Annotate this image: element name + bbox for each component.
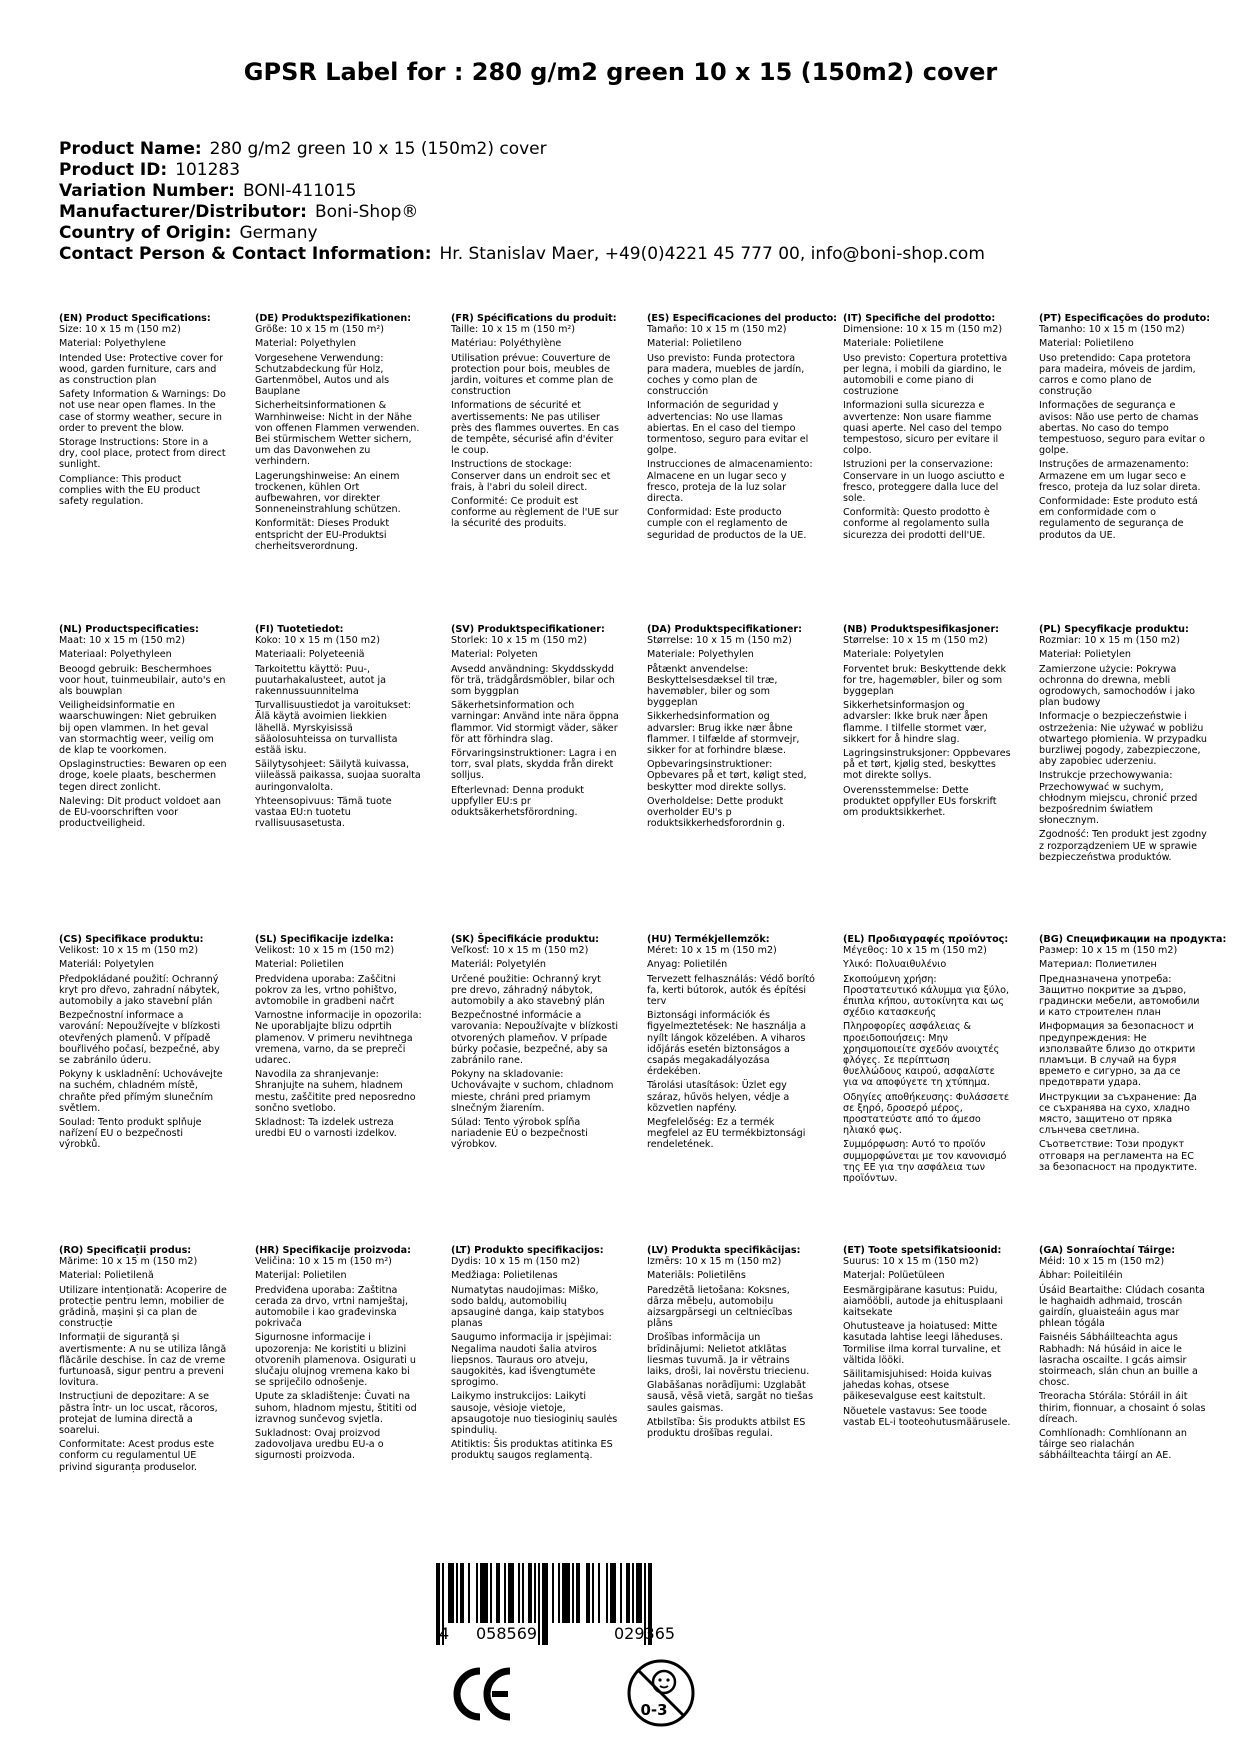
barcode-digit-first: 4: [439, 1624, 450, 1643]
spec-heading: (LT) Produkto specifikacijos:: [451, 1245, 604, 1256]
spec-block: [1039, 624, 1207, 866]
spec-item: Avsedd användning: Skyddsskydd för trä, trädgårdsmöbler, bilar och som byggplan: [451, 663, 615, 698]
barcode-bar: [636, 1563, 642, 1623]
spec-block: [451, 313, 619, 533]
spec-item: Saugumo informacija ir įspėjimai: Negalima naudoti šalia atviros liepsnos. Tauraus oro atveju, saugokitės, kad išvengtumėte sprogimo.: [451, 1332, 612, 1389]
spec-item: Velikost: 10 x 15 m (150 m2): [59, 945, 199, 957]
spec-item: Materiale: Polietilene: [843, 338, 944, 350]
spec-item: Veiligheidsinformatie en waarschuwingen: Niet gebruiken bij open vlammen. In het geval van stormachtig weer, veilig om de klap te voorkomen.: [59, 700, 217, 757]
barcode-bar: [522, 1563, 524, 1623]
spec-item: Υλικό: Πολυαιθυλένιο: [843, 959, 947, 971]
spec-block: [843, 934, 1011, 1187]
spec-item: Méret: 10 x 15 m (150 m2): [647, 945, 777, 957]
spec-item: Faisnéis Sábháilteachta agus Rabhadh: Ná húsáid in aice le lasracha oscailte. I gcás aimsir stoirmeach, slán chun an buille a chosc.: [1039, 1332, 1198, 1389]
spec-item: Megfelelőség: Ez a termék megfelel az EU termékbiztonsági rendeletének.: [647, 1117, 806, 1151]
spec-item: Yhteensopivuus: Tämä tuote vastaa EU:n tuotetu rvallisuusasetusta.: [255, 795, 392, 830]
spec-item: Pokyny k uskladnění: Uchovávejte na suchém, chladném místě, chraňte před přímým slunečním světlem.: [59, 1069, 223, 1114]
spec-item: Overholdelse: Dette produkt overholder EU's p roduktsikkerhedsforordnin g.: [647, 795, 786, 830]
spec-item: Soulad: Tento produkt splňuje nařízení EU o bezpečnosti výrobků.: [59, 1117, 202, 1151]
barcode-bar: [576, 1563, 580, 1623]
spec-item: Informations de sécurité et avertissements: Ne pas utiliser près des flammes ouvertes. En cas de tempête, sécurisé afin d'éviter le coup.: [451, 400, 619, 457]
spec-item: Vorgesehene Verwendung: Schutzabdeckung für Holz, Gartenmöbel, Autos und als Bauplane: [255, 352, 390, 398]
spec-item: Laikymo instrukcijos: Laikyti sausoje, vėsioje vietoje, apsaugotoje nuo tiesioginių saulės spindulių.: [451, 1391, 618, 1437]
spec-item: Materjal: Polüetüleen: [843, 1270, 945, 1282]
spec-item: Οδηγίες αποθήκευσης: Φυλάσσετε σε ξηρό, δροσερό μέρος, προστατεύστε από το άμεσο ηλιακό φως.: [843, 1091, 1010, 1137]
spec-block: [843, 1245, 1011, 1431]
spec-item: Tervezett felhasználás: Védő borító fa, kerti bútorok, autók és építési terv: [647, 973, 815, 1008]
spec-heading: (SV) Produktspecifikationer:: [451, 624, 605, 635]
barcode-digits-right: 029365: [614, 1624, 676, 1643]
spec-item: Conformidade: Este produto está em conformidade com o regulamento de segurança de produtos da UE.: [1039, 496, 1198, 541]
spec-item: Påtænkt anvendelse: Beskyttelsesdæksel til træ, havemøbler, biler og som byggeplan: [647, 663, 778, 709]
spec-heading: (SL) Specifikacije izdelka:: [255, 934, 394, 945]
barcode-bar: [476, 1563, 478, 1623]
spec-heading: (EL) Προδιαγραφές προϊόντος:: [843, 934, 1009, 945]
spec-item: Intended Use: Protective cover for wood, garden furniture, cars and as construction plan: [59, 352, 224, 387]
spec-block: [451, 624, 619, 821]
spec-item: Materiale: Polyethylen: [647, 649, 754, 661]
spec-item: Instrucțiuni de depozitare: A se păstra într- un loc uscat, răcoros, protejat de lumina directă a soarelui.: [59, 1391, 218, 1437]
spec-item: Skladnost: Ta izdelek ustreza uredbi EU o varnosti izdelkov.: [255, 1117, 397, 1140]
spec-item: Bezpečnostní informace a varování: Nepoužívejte v blízkosti otevřených plamenů. V případě bouřlivého počasí, bezpečné, aby se zabránilo úderu.: [59, 1010, 221, 1067]
spec-item: Utilisation prévue: Couverture de protection pour bois, meubles de jardin, voitures et comme plan de construction: [451, 352, 614, 398]
spec-item: Atitiktis: Šis produktas atitinka ES produktų saugos reglamentą.: [451, 1439, 613, 1462]
spec-item: Sikkerhedsinformation og advarsler: Brug ikke nær åbne flammer. I tilfælde af stormvejr, sikker for at forhindre blæse.: [647, 711, 800, 757]
barcode-bar: [632, 1563, 634, 1623]
spec-item: Materiaali: Polyeteeniä: [255, 649, 365, 661]
spec-heading: (NL) Productspecificaties:: [59, 624, 199, 635]
barcode-bar: [542, 1563, 548, 1645]
spec-block: [451, 1245, 619, 1465]
spec-item: Nõuetele vastavus: See toode vastab EL-i tooteohutusmäärusele.: [843, 1405, 1011, 1428]
spec-item: Opslaginstructies: Bewaren op een droge, koele plaats, beschermen tegen direct zonlicht.: [59, 759, 227, 793]
spec-item: Súlad: Tento výrobok spĺňa nariadenie EÚ o bezpečnosti výrobkov.: [451, 1117, 588, 1151]
spec-item: Numatytas naudojimas: Miško, sodo baldų, automobilių apsauginė danga, kaip statybos planas: [451, 1284, 604, 1330]
spec-item: Größe: 10 x 15 m (150 m²): [255, 324, 384, 336]
spec-block: [59, 313, 227, 510]
spec-item: Информация за безопасност и предупреждения: Не използвайте близо до открити пламъци. В случай на буря времето е сигурно, за да се предотврати удара.: [1039, 1021, 1196, 1089]
spec-item: Tárolási utasítások: Üzlet egy száraz, hűvös helyen, védje a közvetlen napfény.: [647, 1080, 790, 1114]
spec-item: Συμμόρφωση: Αυτό το προϊόν συμμορφώνεται με τον κανονισμό της ΕΕ για την ασφάλεια των προϊόντων.: [843, 1139, 1007, 1185]
spec-heading: (PL) Specyfikacje produktu:: [1039, 624, 1189, 635]
spec-item: Sikkerhetsinformasjon og advarsler: Ikke bruk nær åpen flamme. I tilfelle stormet vær, sikkert for å hindre slag.: [843, 700, 988, 745]
spec-item: Μέγεθος: 10 x 15 m (150 m2): [843, 945, 987, 957]
spec-item: Informații de siguranță și avertismente: A nu se utiliza lângă flăcările deschise. În caz de vreme furtunoasă, sigur pentru a preveni lovitura.: [59, 1332, 227, 1389]
barcode-bar: [626, 1563, 630, 1623]
spec-item: Treoracha Stórála: Stóráil in áit thirim, fionnuar, a chosaint ó solas díreach.: [1039, 1391, 1206, 1425]
barcode-bar: [448, 1563, 454, 1623]
barcode-bar: [490, 1563, 492, 1623]
spec-item: Conformitate: Acest produs este conform cu regulamentul UE privind siguranța produselor.: [59, 1439, 215, 1473]
spec-item: Dydis: 10 x 15 m (150 m2): [451, 1256, 581, 1268]
spec-item: Turvallisuustiedot ja varoitukset: Älä käytä avoimien liekkien lähellä. Myrskyisissä sääolosuhteissa on turvallista estää isku.: [255, 700, 411, 757]
spec-item: Información de seguridad y advertencias: No use llamas abiertas. En el caso del tiempo tormentoso, seguro para evitar el golpe.: [647, 400, 809, 457]
spec-item: Material: Polietileno: [647, 338, 742, 350]
spec-item: Sukladnost: Ovaj proizvod zadovoljava uredbu EU-a o sigurnosti proizvoda.: [255, 1428, 384, 1462]
spec-item: Eesmärgipärane kasutus: Puidu, aiamööbli, autode ja ehitusplaani kaitsekate: [843, 1284, 1004, 1319]
spec-item: Förvaringsinstruktioner: Lagra i en torr, sval plats, skydda från direkt solljus.: [451, 748, 617, 782]
page-title: GPSR Label for : 280 g/m2 green 10 x 15 (150m2) cover: [243, 58, 998, 86]
spec-block: [647, 1245, 815, 1442]
spec-heading: (BG) Спецификации на продукта:: [1039, 934, 1227, 945]
spec-item: Material: Polietilenă: [59, 1270, 154, 1282]
spec-item: Lagerungshinweise: An einem trockenen, kühlen Ort aufbewahren, vor direkter Sonneneinstrahlung schützen.: [255, 470, 401, 516]
spec-heading: (LV) Produkta specifikācijas:: [647, 1245, 801, 1256]
not-for-children-0-3-icon: [626, 1658, 696, 1732]
spec-block: [647, 313, 838, 544]
spec-item: Size: 10 x 15 m (150 m2): [59, 324, 181, 336]
spec-block: [59, 934, 227, 1154]
spec-item: Storlek: 10 x 15 m (150 m2): [451, 635, 588, 647]
info-country-of-origin: Country of Origin: Germany: [59, 223, 318, 243]
spec-block: [1039, 934, 1227, 1176]
spec-item: Størrelse: 10 x 15 m (150 m2): [843, 635, 988, 647]
info-product-id: Product ID: 101283: [59, 160, 241, 180]
spec-item: Overensstemmelse: Dette produktet oppfyller EUs forskrift om produktsikkerhet.: [843, 784, 997, 819]
spec-item: Materiaal: Polyethyleen: [59, 649, 172, 661]
info-manufacturer: Manufacturer/Distributor: Boni-Shop®: [59, 202, 419, 222]
spec-block: [255, 934, 423, 1142]
spec-item: Conformità: Questo prodotto è conforme al regolamento sulla sicurezza dei prodotti dell'UE.: [843, 507, 990, 541]
spec-item: Storage Instructions: Store in a dry, cool place, protect from direct sunlight.: [59, 437, 226, 471]
spec-item: Taille: 10 x 15 m (150 m²): [451, 324, 576, 336]
spec-item: Materiál: Polyetylén: [451, 959, 546, 971]
barcode-bar: [538, 1563, 540, 1645]
barcode-bar: [508, 1563, 514, 1623]
barcode-bar: [480, 1563, 488, 1623]
spec-item: Conformité: Ce produit est conforme au règlement de l'UE sur la sécurité des produits.: [451, 496, 619, 530]
spec-item: Tamanho: 10 x 15 m (150 m2): [1039, 324, 1185, 336]
spec-heading: (RO) Specificații produs:: [59, 1245, 192, 1256]
spec-block: [59, 624, 227, 832]
spec-heading: (HR) Specifikacije proizvoda:: [255, 1245, 411, 1256]
barcode-bar: [518, 1563, 520, 1623]
spec-item: Anyag: Polietilén: [647, 959, 728, 971]
spec-heading: (DA) Produktspecifikationer:: [647, 624, 802, 635]
spec-block: [1039, 1245, 1207, 1465]
spec-item: Материал: Полиетилен: [1039, 959, 1157, 971]
spec-block: [255, 313, 423, 555]
spec-item: Uso previsto: Funda protectora para madera, muebles de jardín, coches y como plan de construcción: [647, 352, 805, 398]
spec-item: Mărime: 10 x 15 m (150 m2): [59, 1256, 198, 1268]
spec-item: Предназначена употреба: Защитно покритие за дърво, градински мебели, автомобили и като строителен план: [1039, 973, 1200, 1019]
barcode-bar: [598, 1563, 600, 1623]
spec-item: Material: Polyeten: [451, 649, 538, 661]
spec-heading: (FI) Tuotetiedot:: [255, 624, 344, 635]
spec-item: Informações de segurança e avisos: Não use perto de chamas abertas. No caso do tempo tempestuoso, seguro para evitar o golpe.: [1039, 400, 1205, 457]
spec-item: Zamierzone użycie: Pokrywa ochronna do drewna, mebli ogrodowych, samochodów i jako plan budowy: [1039, 663, 1196, 709]
spec-item: Konformität: Dieses Produkt entspricht der EU-Produktsi cherheitsverordnung.: [255, 518, 390, 552]
barcode-bar: [610, 1563, 616, 1623]
spec-heading: (PT) Especificações do produto:: [1039, 313, 1211, 324]
spec-item: Naleving: Dit product voldoet aan de EU-voorschriften voor productveiligheid.: [59, 795, 221, 830]
barcode-bar: [504, 1563, 506, 1623]
spec-item: Materiale: Polyetylen: [843, 649, 944, 661]
spec-item: Biztonsági információk és figyelmeztetések: Ne használja a nyílt lángok közelében. A viharos időjárás esetén biztonságos a csapás megakadályozása érdekében.: [647, 1010, 806, 1078]
svg-text:0-3: 0-3: [640, 1701, 668, 1719]
spec-item: Bezpečnostné informácie a varovania: Nepoužívajte v blízkosti otvorených plameňov. V prípade búrky počasie, bezpečné, aby sa zabránilo rane.: [451, 1010, 619, 1067]
spec-item: Predvidena uporaba: Zaščitni pokrov za les, vrtno pohištvo, avtomobile in gradbeni načrt: [255, 973, 397, 1008]
spec-item: Navodila za shranjevanje: Shranjujte na suhem, hladnem mestu, zaščitite pred neposredno sončno svetlobo.: [255, 1069, 416, 1114]
spec-item: Glabāšanas norādījumi: Uzglabāt sausā, vēsā vietā, sargāt no tiešas saules gaismas.: [647, 1380, 814, 1414]
spec-item: Koko: 10 x 15 m (150 m2): [255, 635, 380, 647]
spec-item: Compliance: This product complies with the EU product safety regulation.: [59, 473, 201, 508]
info-product-name: Product Name: 280 g/m2 green 10 x 15 (150m2) cover: [59, 139, 547, 159]
barcode-bar: [558, 1563, 560, 1623]
spec-item: Material: Polietileno: [1039, 338, 1134, 350]
spec-block: [59, 1245, 227, 1476]
spec-item: Comhlíonadh: Comhlíonann an táirge seo rialachán sábháilteachta táirgí an AE.: [1039, 1428, 1187, 1462]
spec-item: Materiał: Polietylen: [1039, 649, 1131, 661]
spec-heading: (ES) Especificaciones del producto:: [647, 313, 838, 324]
barcode-bar: [620, 1563, 622, 1623]
spec-block: [843, 313, 1011, 544]
spec-heading: (GA) Sonraíochtaí Táirge:: [1039, 1245, 1176, 1256]
info-variation-number: Variation Number: BONI-411015: [59, 181, 357, 201]
spec-item: Utilizare intenționată: Acoperire de protecție pentru lemn, mobilier de grădină, mașini și ca plan de construcție: [59, 1284, 227, 1330]
spec-item: Safety Information & Warnings: Do not use near open flames. In the case of stormy weather, secure in order to prevent the blow.: [59, 389, 226, 434]
spec-item: Rozmiar: 10 x 15 m (150 m2): [1039, 635, 1181, 647]
spec-item: Drošības informācija un brīdinājumi: Nelietot atklātas liesmas tuvumā. Ja ir vētrains laiks, droši, lai novērstu triecienu.: [647, 1332, 810, 1378]
barcode-bar: [562, 1563, 570, 1623]
spec-item: Tarkoitettu käyttö: Puu-, puutarhakalusteet, autot ja rakennussuunnitelma: [255, 663, 387, 698]
spec-item: Upute za skladištenje: Čuvati na suhom, hladnom mjestu, štititi od izravnog sunčevog svjetla.: [255, 1391, 417, 1425]
spec-item: Pokyny na skladovanie: Uchovávajte v suchom, chladnom mieste, chráni pred priamym slnečným žiarením.: [451, 1069, 614, 1114]
spec-heading: (ET) Toote spetsifikatsioonid:: [843, 1245, 1002, 1256]
spec-item: Material: Polietilen: [255, 959, 344, 971]
spec-item: Säkerhetsinformation och varningar: Använd inte nära öppna flammor. Vid stormigt väder, säker för att förhindra slag.: [451, 700, 619, 745]
spec-item: Materiāls: Polietilēns: [647, 1270, 746, 1282]
spec-item: Atbilstība: Šis produkts atbilst ES produktu drošības regulai.: [647, 1416, 806, 1440]
spec-block: [647, 934, 815, 1154]
spec-item: Instrucciones de almacenamiento: Almacene en un lugar seco y fresco, proteja de la luz solar directa.: [647, 459, 813, 505]
spec-item: Suurus: 10 x 15 m (150 m2): [843, 1256, 979, 1268]
barcode-bar: [496, 1563, 500, 1623]
spec-item: Matériau: Polyéthylène: [451, 338, 562, 350]
barcode-bar: [572, 1563, 574, 1623]
spec-item: Opbevaringsinstruktioner: Opbevares på et tørt, køligt sted, beskytter mod direkte sollys.: [647, 759, 807, 793]
spec-item: Размер: 10 x 15 m (150 m2): [1039, 945, 1178, 957]
spec-item: Izmērs: 10 x 15 m (150 m2): [647, 1256, 782, 1268]
spec-item: Varnostne informacije in opozorila: Ne uporabljajte blizu odprtih plamenov. V primeru nevihtnega vremena, varno, da se prepreči udarec.: [255, 1010, 422, 1067]
spec-item: Säilitamisjuhised: Hoida kuivas jahedas kohas, otsese päikesevalguse eest kaitstult.: [843, 1369, 992, 1403]
spec-item: Ohutusteave ja hoiatused: Mitte kasutada lahtise leegi läheduses. Tormilise ilma korral turvaline, et vältida lööki.: [843, 1321, 1003, 1366]
barcode-bar: [552, 1563, 554, 1623]
info-contact: Contact Person & Contact Information: Hr. Stanislav Maer, +49(0)4221 45 777 00, info@boni-shop.com: [59, 244, 985, 264]
spec-item: Ábhar: Poileitiléin: [1039, 1270, 1123, 1282]
spec-heading: (FR) Spécifications du produit:: [451, 313, 617, 324]
spec-item: Uso previsto: Copertura protettiva per legna, i mobili da giardino, le automobili e come piano di costruzione: [843, 352, 1008, 398]
spec-item: Úsáid Beartaithe: Clúdach cosanta le haghaidh adhmaid, troscán gairdín, gluaisteáin agus mar phlean tógála: [1039, 1284, 1205, 1330]
spec-item: Instruções de armazenamento: Armazene em um lugar seco e fresco, proteja da luz solar direta.: [1039, 459, 1201, 493]
spec-item: Sigurnosne informacije i upozorenja: Ne koristiti u blizini otvorenih plamenova. Osigurati u slučaju olujnog vremena kako bi se spriječilo odnošenje.: [255, 1332, 416, 1389]
barcode-bar: [592, 1563, 594, 1623]
spec-item: Säilytysohjeet: Säilytä kuivassa, viileässä paikassa, suojaa suoralta auringonvalolta.: [255, 759, 421, 793]
spec-heading: (NB) Produktspesifikasjoner:: [843, 624, 1000, 635]
spec-item: Material: Polyethylen: [255, 338, 356, 350]
spec-block: [255, 1245, 423, 1465]
spec-item: Predviđena uporaba: Zaštitna cerada za drvo, vrtni namještaj, automobile i kao građevinska pokrivača: [255, 1284, 409, 1330]
barcode-bar: [534, 1563, 536, 1623]
spec-heading: (IT) Specifiche del prodotto:: [843, 313, 996, 324]
barcode-bar: [528, 1563, 532, 1623]
barcode-bar: [460, 1563, 464, 1623]
barcode-bar: [606, 1563, 608, 1623]
spec-item: Lagringsinstruksjoner: Oppbevares på et tørt, kjølig sted, beskyttes mot direkte sollys.: [843, 748, 1011, 782]
spec-item: Veľkosť: 10 x 15 m (150 m2): [451, 945, 589, 957]
spec-item: Zgodność: Ten produkt jest zgodny z rozporządzeniem UE w sprawie bezpieczeństwa produktów.: [1039, 829, 1207, 863]
spec-item: Materiál: Polyetylen: [59, 959, 154, 971]
spec-item: Tamaño: 10 x 15 m (150 m2): [647, 324, 787, 336]
spec-item: Maat: 10 x 15 m (150 m2): [59, 635, 186, 647]
spec-item: Materijal: Polietilen: [255, 1270, 347, 1282]
spec-block: [647, 624, 815, 832]
spec-item: Informacje o bezpieczeństwie i ostrzeżenia: Nie używać w pobliżu otwartego płomienia. W przypadku burzliwej pogody, zabezpieczone, aby zapobiec uderzeniu.: [1039, 711, 1207, 768]
spec-item: Størrelse: 10 x 15 m (150 m2): [647, 635, 792, 647]
spec-item: Material: Polyethylene: [59, 338, 166, 350]
spec-item: Uso pretendido: Capa protetora para madeira, móveis de jardim, carros e como plano de construção: [1039, 352, 1196, 398]
spec-item: Efterlevnad: Denna produkt uppfyller EU:s pr oduktsäkerhetsförordning.: [451, 784, 585, 819]
spec-item: Velikost: 10 x 15 m (150 m2): [255, 945, 395, 957]
spec-item: Instrukcje przechowywania: Przechowywać w suchym, chłodnym miejscu, chronić przed bezpośrednim światłem słonecznym.: [1039, 770, 1198, 827]
barcode-bar: [586, 1563, 590, 1623]
spec-block: [843, 624, 1011, 821]
spec-item: Veličina: 10 x 15 m (150 m²): [255, 1256, 392, 1268]
spec-item: Paredzētā lietošana: Koksnes, dārza mēbeļu, automobiļu aizsargpārsegi un celtniecības plāns: [647, 1284, 793, 1330]
spec-item: Instructions de stockage: Conserver dans un endroit sec et frais, à l'abri du soleil direct.: [451, 459, 611, 493]
spec-item: Určené použitie: Ochranný kryt pre drevo, záhradný nábytok, automobily a ako stavebný plán: [451, 973, 605, 1008]
spec-item: Předpokládané použití: Ochranný kryt pro dřevo, zahradní nábytek, automobily a jako stavební plán: [59, 973, 220, 1008]
spec-item: Съответствие: Този продукт отговаря на регламента на ЕС за безопасност на продуктите.: [1039, 1139, 1198, 1173]
spec-heading: (CS) Specifikace produktu:: [59, 934, 204, 945]
spec-item: Beoogd gebruik: Beschermhoes voor hout, tuinmeubilair, auto's en als bouwplan: [59, 663, 226, 698]
spec-item: Инструкции за съхранение: Да се съхранява на сухо, хладно място, защитено от пряка слънчева светлина.: [1039, 1091, 1197, 1137]
spec-heading: (DE) Produktspezifikationen:: [255, 313, 412, 324]
spec-item: Πληροφορίες ασφάλειας & προειδοποιήσεις: Μην χρησιμοποιείτε σχεδόν ανοιχτές φλόγες. Σε περίπτωση θυελλώδους καιρού, ασφαλίστε για να αποφύγετε τη χτύπημα.: [843, 1021, 1000, 1089]
spec-item: Forventet bruk: Beskyttende dekk for tre, hagemøbler, biler og som byggeplan: [843, 663, 1007, 698]
spec-item: Istruzioni per la conservazione: Conservare in un luogo asciutto e fresco, proteggere dalla luce del sole.: [843, 459, 1005, 505]
spec-item: Informazioni sulla sicurezza e avvertenze: Non usare fiamme quasi aperte. Nel caso del tempo tempestoso, sicuro per evitare il colpo.: [843, 400, 1002, 457]
spec-item: Medžiaga: Polietilenas: [451, 1270, 558, 1282]
spec-item: Méid: 10 x 15 m (150 m2): [1039, 1256, 1165, 1268]
spec-heading: (SK) Špecifikácie produktu:: [451, 934, 600, 945]
product-info: [59, 139, 1209, 265]
spec-item: Sicherheitsinformationen & Warnhinweise: Nicht in der Nähe von offenen Flammen verwenden. Bei stürmischem Wetter sichern, um das Davonwehen zu verhindern.: [255, 400, 420, 468]
spec-item: Dimensione: 10 x 15 m (150 m2): [843, 324, 1003, 336]
barcode-bar: [468, 1563, 470, 1623]
barcode-bar: [456, 1563, 458, 1623]
barcode-digits-left: 058569: [476, 1624, 538, 1643]
spec-item: Conformidad: Este producto cumple con el reglamento de seguridad de productos de la UE.: [647, 507, 807, 541]
spec-block: [255, 624, 423, 832]
ce-mark-icon: [452, 1665, 514, 1727]
spec-item: Σκοπούμενη χρήση: Προστατευτικό κάλυμμα για ξύλο, έπιπλα κήπου, αυτοκίνητα και ως σχέδιο κατασκευής: [843, 973, 1010, 1019]
spec-block: [1039, 313, 1211, 544]
spec-block: [451, 934, 619, 1154]
spec-heading: (HU) Termékjellemzők:: [647, 934, 770, 945]
spec-heading: (EN) Product Specifications:: [59, 313, 211, 324]
